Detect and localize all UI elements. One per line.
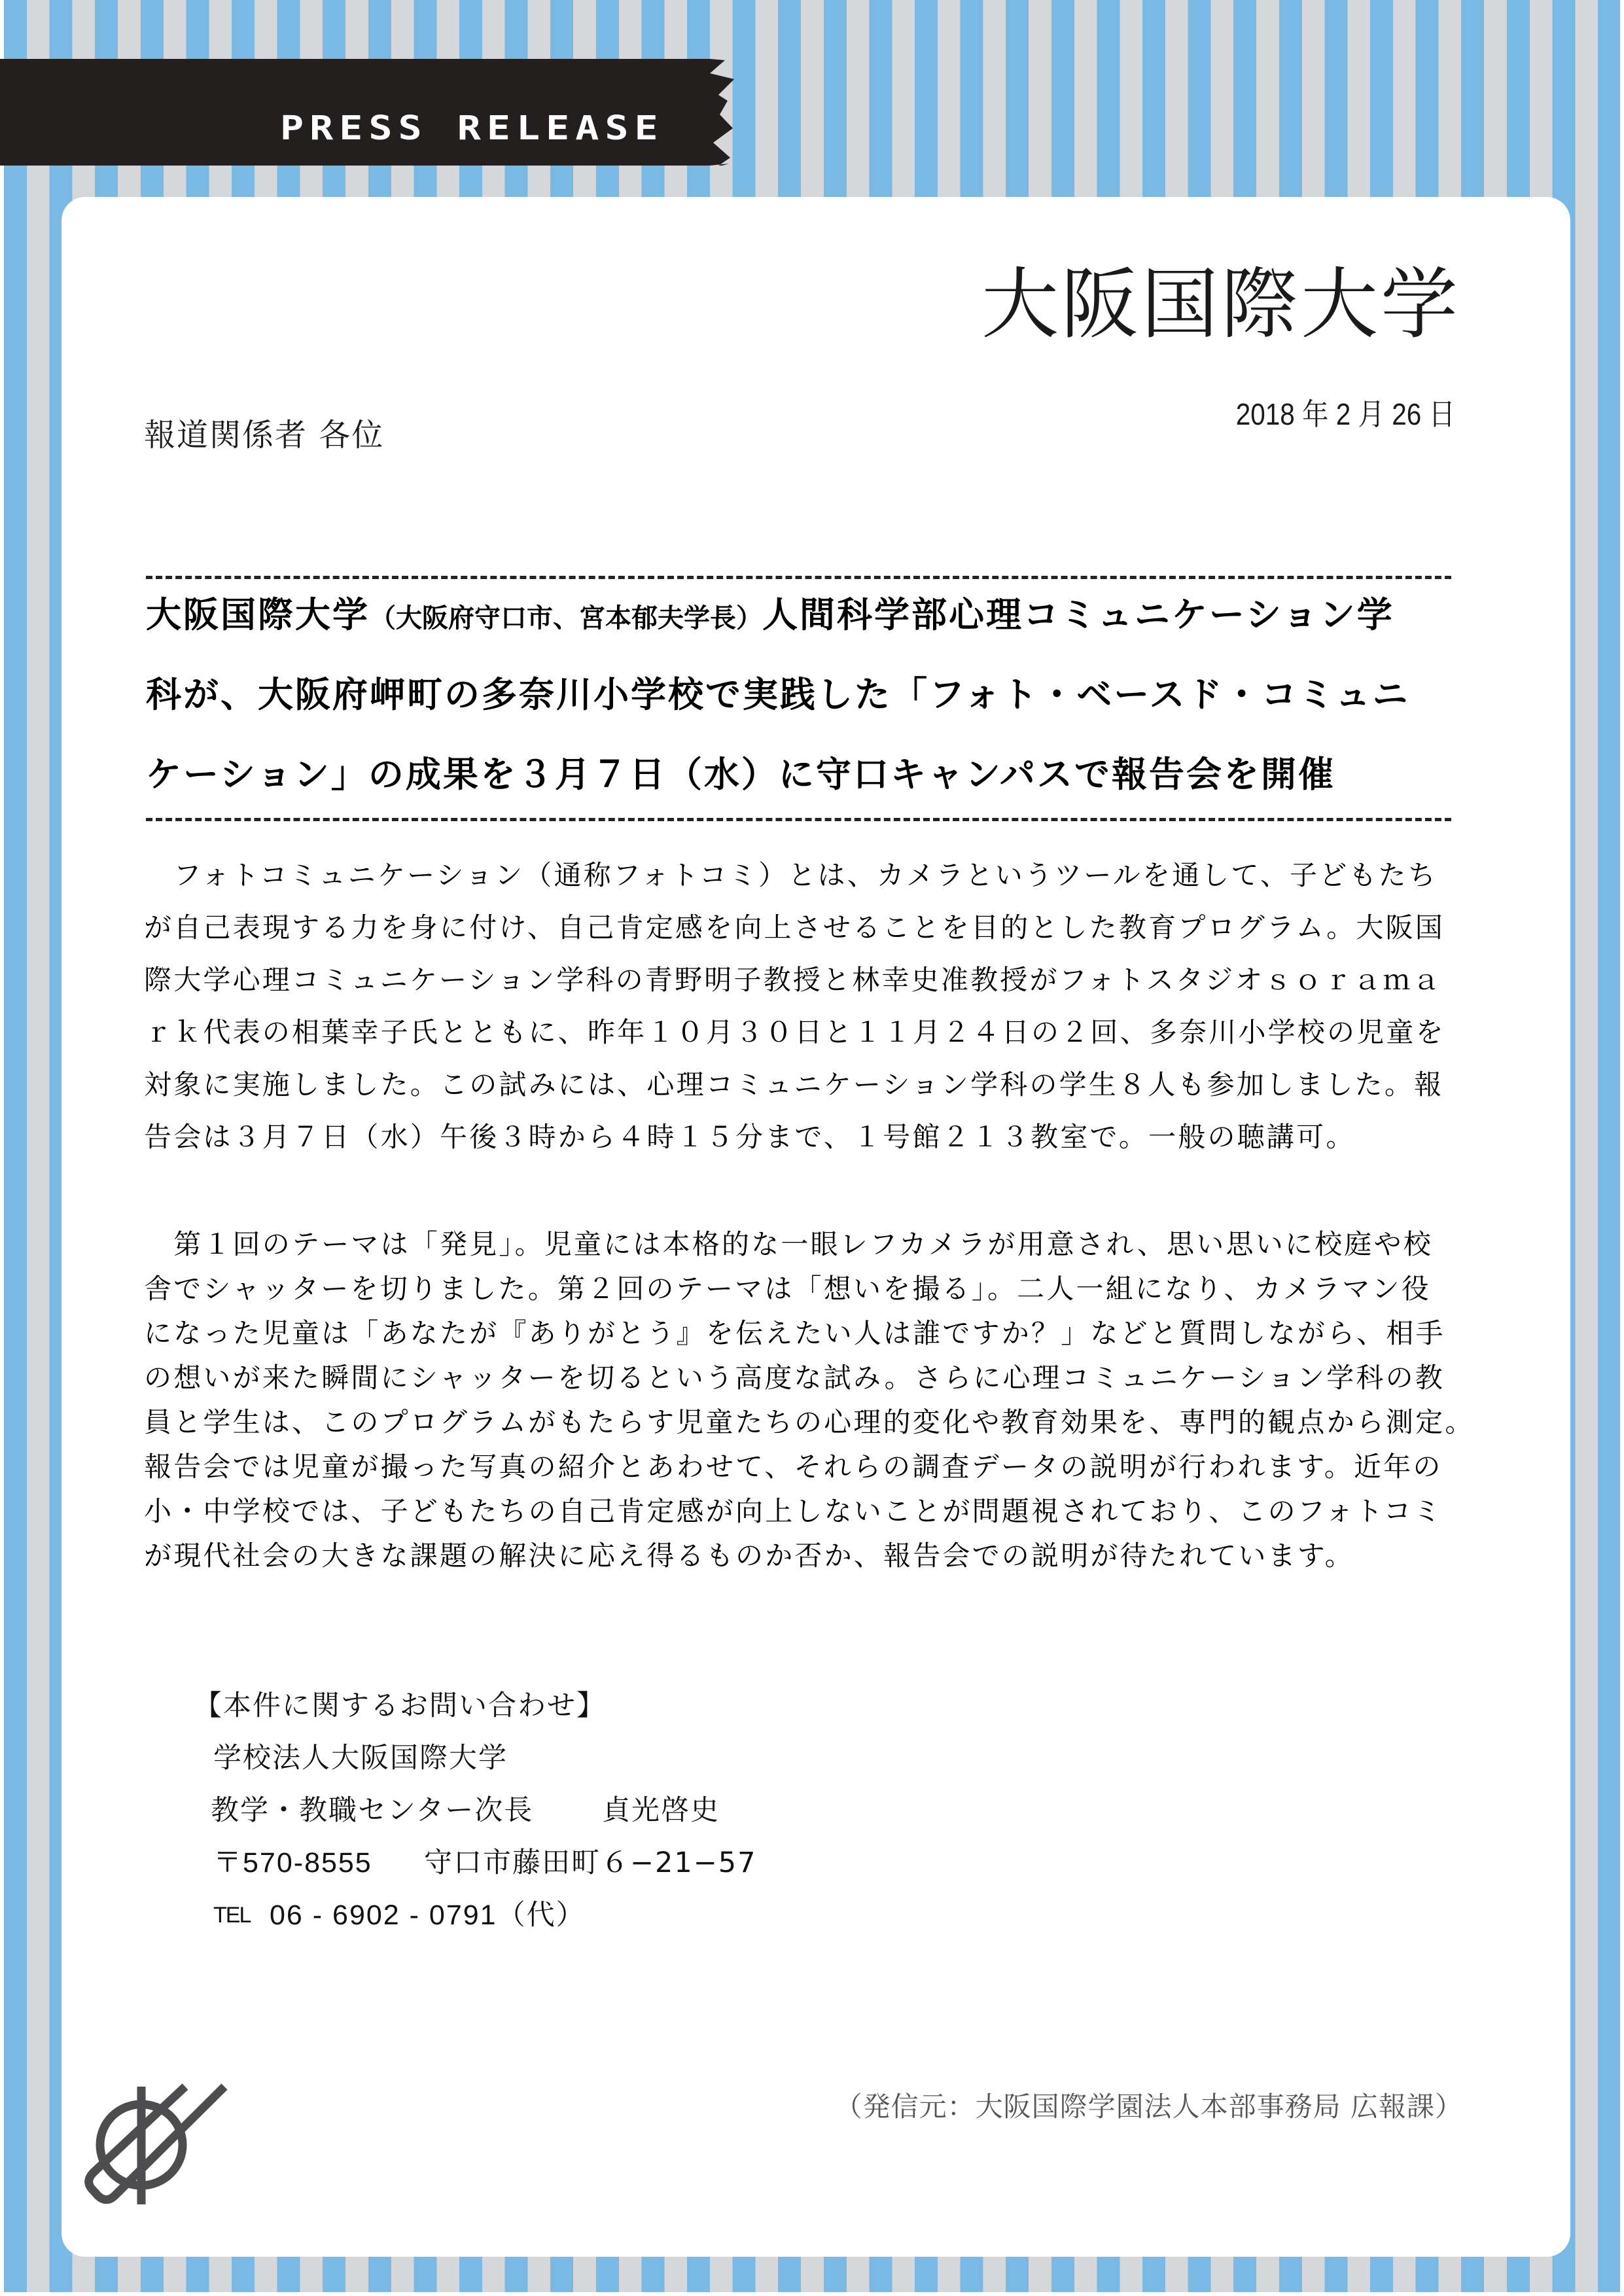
paragraph-line: が自己表現する力を身に付け、自己肯定感を向上させることを目的とした教育プログラム。大阪国 <box>144 911 1445 944</box>
paragraph-line: 報告会では児童が撮った写真の紹介とあわせて、それらの調査データの説明が行われます。近年の <box>144 1451 1443 1483</box>
headline-org-detail: （大阪府守口市、宮本郁夫学長） <box>370 603 762 633</box>
banner-label: PRESS RELEASE <box>280 109 664 148</box>
paragraph-line: ｒｋ代表の相葉幸子氏とともに、昨年１０月３０日と１１月２４日の２回、多奈川小学校の児童を <box>144 1016 1445 1048</box>
contact-tel-label: TEL <box>213 1903 251 1928</box>
university-logo-icon <box>72 2081 242 2212</box>
paragraph-line: 告会は３月７日（水）午後３時から４時１５分まで、１号館２１３教室で。一般の聴講可。 <box>144 1121 1356 1153</box>
headline-line-1 <box>146 592 1394 641</box>
contact-name: 貞光啓史 <box>602 1794 720 1827</box>
paragraph-line: フォトコミュニケーション（通称フォトコミ）とは、カメラというツールを通して、子どもたち <box>144 859 1438 891</box>
organization-title: 大阪国際大学 <box>981 259 1460 349</box>
contact-heading: 【本件に関するお問い合わせ】 <box>194 1689 606 1722</box>
paragraph-line: 員と学生は、このプログラムがもたらす児童たちの心理的変化や教育効果を、専門的観点から測定。 <box>144 1406 1475 1438</box>
paragraph-line: の想いが来た瞬間にシャッターを切るという高度な試み。さらに心理コミュニケーション学科の教 <box>144 1362 1445 1394</box>
paragraph-line: 小・中学校では、子どもたちの自己肯定感が向上しないことが問題視されており、このフォトコミ <box>144 1495 1443 1527</box>
contact-address: 守口市藤田町６−21−57 <box>424 1846 757 1879</box>
contact-tel: 06 - 6902 - 0791（代） <box>270 1899 586 1931</box>
divider-bottom <box>146 818 1451 821</box>
release-date: 2018 年 2 月 26 日 <box>1235 397 1455 431</box>
paragraph-line: になった児童は「あなたが『ありがとう』を伝えたい人は誰ですか？」などと質問しながら、相手 <box>144 1317 1445 1349</box>
source-attribution: （発信元：大阪国際学園法人本部事務局 広報課） <box>834 2091 1463 2123</box>
contact-postal-code: 〒570-8555 <box>213 1847 372 1879</box>
contact-organization: 学校法人大阪国際大学 <box>213 1742 508 1775</box>
paragraph-line: 第１回のテーマは「発見」。児童には本格的な一眼レフカメラが用意され、思い思いに校庭や校 <box>144 1228 1433 1260</box>
headline-org: 大阪国際大学 <box>146 594 370 635</box>
paragraph-line: が現代社会の大きな課題の解決に応え得るものか否か、報告会での説明が待たれています。 <box>144 1540 1354 1572</box>
headline-text: 人間科学部心理コミュニケーション学 <box>762 594 1394 635</box>
headline-line-2 <box>146 672 1410 718</box>
paragraph-line: 際大学心理コミュニケーション学科の青野明子教授と林幸史准教授がフォトスタジオｓｏｒａｍａ <box>144 964 1442 996</box>
press-release-banner <box>0 59 736 166</box>
headline-line-3 <box>146 752 1335 798</box>
divider-top <box>146 576 1451 579</box>
paragraph-line: 対象に実施しました。この試みには、心理コミュニケーション学科の学生８人も参加しました。報 <box>144 1069 1444 1101</box>
paragraph-line: 舎でシャッターを切りました。第２回のテーマは「想いを撮る」。二人一組になり、カメラマン役 <box>144 1273 1431 1305</box>
headline-text: 科が、大阪府岬町の多奈川小学校で実践した「フォト・ベースド・コミュニ <box>146 674 1410 715</box>
headline-text: ケーション」の成果を３月７日（水）に守口キャンパスで報告会を開催 <box>146 754 1336 795</box>
addressee: 報道関係者 各位 <box>144 417 385 453</box>
contact-position: 教学・教職センター次長 <box>211 1794 534 1827</box>
